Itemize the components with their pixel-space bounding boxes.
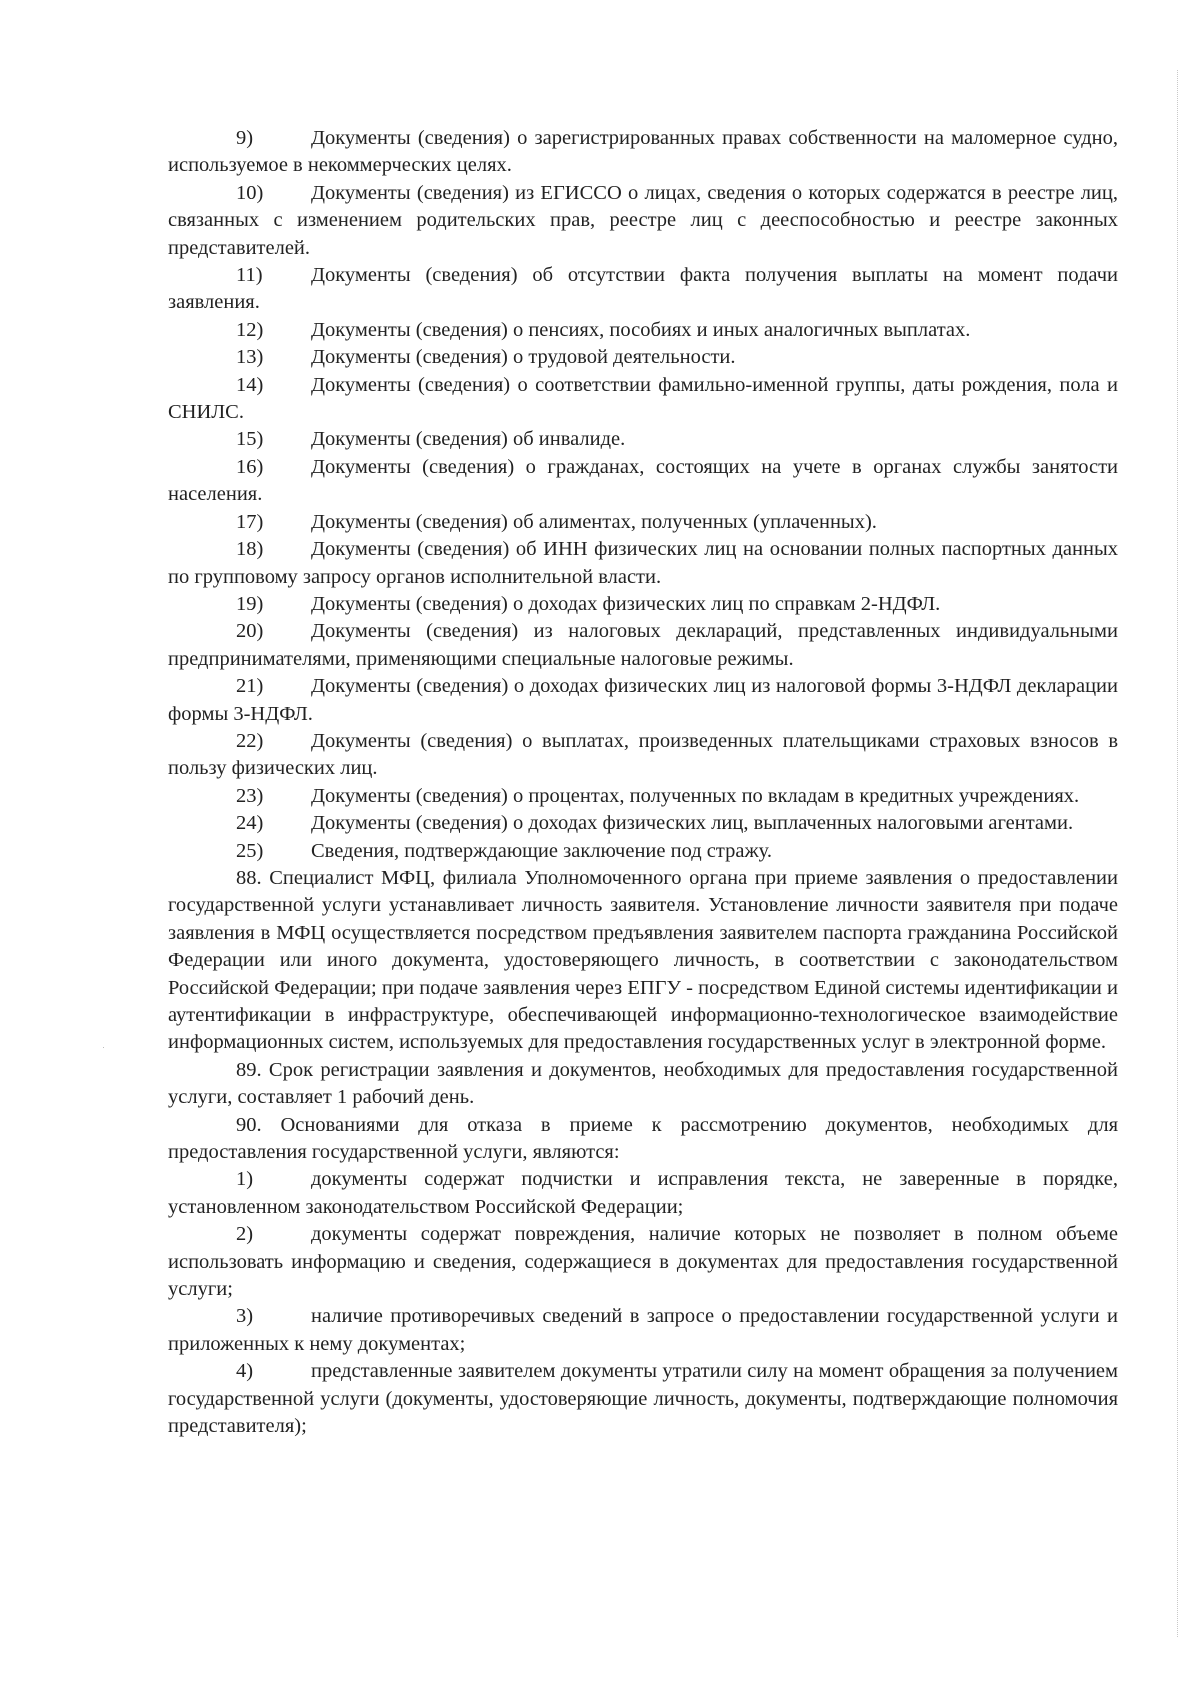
list-item [168, 125, 1118, 180]
item-text: Документы (сведения) из налоговых деклараций, представленных индивидуальными предпринимателями, применяющими специальные налоговые режимы. [168, 620, 1118, 670]
list-item [168, 180, 1118, 262]
list-item [168, 618, 1118, 673]
item-number: 13) [236, 346, 264, 369]
paragraph-90 [168, 1112, 1118, 1167]
item-number: 3) [236, 1305, 254, 1328]
list-item [168, 536, 1118, 591]
document-body [168, 125, 1118, 1441]
item-number: 23) [236, 784, 264, 807]
ground-item [168, 1358, 1118, 1440]
item-number: 16) [236, 455, 264, 478]
item-number: 2) [236, 1223, 254, 1246]
paragraph-text: 90. Основаниями для отказа в приеме к рассмотрению документов, необходимых для предоставления государственной услуги, являются: [168, 1113, 1118, 1164]
list-item [168, 426, 1118, 453]
item-text: Документы (сведения) об ИНН физических лиц на основании полных паспортных данных по групповому запросу органов исполнительной власти. [168, 538, 1118, 588]
item-number: 14) [236, 373, 264, 396]
scan-edge-marks [1177, 70, 1178, 1637]
ground-item [168, 1166, 1118, 1221]
item-number: 18) [236, 538, 264, 561]
list-item [168, 810, 1118, 837]
list-item [168, 372, 1118, 427]
item-text: Документы (сведения) о гражданах, состоящих на учете в органах службы занятости населения. [168, 455, 1118, 506]
item-number: 10) [236, 181, 264, 204]
paragraph-text: 89. Срок регистрации заявления и документов, необходимых для предоставления государственной услуги, составляет 1 рабочий день. [168, 1058, 1118, 1109]
item-text: Документы (сведения) о трудовой деятельности. [311, 346, 736, 369]
list-item [168, 591, 1118, 618]
item-number: 22) [236, 729, 264, 752]
item-number: 15) [236, 428, 264, 451]
item-number: 4) [236, 1360, 254, 1383]
list-item [168, 262, 1118, 317]
item-text: Документы (сведения) о процентах, полученных по вкладам в кредитных учреждениях. [311, 784, 1080, 807]
item-text: представленные заявителем документы утратили силу на момент обращения за получением государственной услуги (документы, удостоверяющие личность, документы, подтверждающие полномочия представителя); [168, 1360, 1118, 1438]
list-item [168, 673, 1118, 728]
item-number: 25) [236, 839, 264, 862]
item-text: Документы (сведения) об инвалиде. [311, 428, 626, 451]
item-text: Документы (сведения) о соответствии фамильно-именной группы, даты рождения, пола и СНИЛС. [168, 373, 1118, 424]
item-text: Сведения, подтверждающие заключение под стражу. [311, 839, 772, 862]
item-text: Документы (сведения) о пенсиях, пособиях и иных аналогичных выплатах. [311, 318, 971, 341]
list-item [168, 317, 1118, 344]
item-number: 21) [236, 675, 264, 698]
item-text: Документы (сведения) о выплатах, произведенных плательщиками страховых взносов в пользу физических лиц. [168, 729, 1118, 780]
ground-item [168, 1303, 1118, 1358]
item-text: Документы (сведения) о доходах физических лиц по справкам 2-НДФЛ. [311, 592, 941, 615]
item-number: 11) [236, 264, 263, 287]
list-item [168, 783, 1118, 810]
item-text: документы содержат подчистки и исправления текста, не заверенные в порядке, установленном законодательством Российской Федерации; [168, 1168, 1118, 1218]
list-item [168, 454, 1118, 509]
item-text: Документы (сведения) об отсутствии факта получения выплаты на момент подачи заявления. [168, 264, 1118, 314]
item-number: 24) [236, 812, 264, 835]
item-number: 1) [236, 1168, 254, 1191]
item-text: документы содержат повреждения, наличие которых не позволяет в полном объеме использовать информацию и сведения, содержащиеся в документах для предоставления государственной услуги; [168, 1223, 1118, 1301]
item-text: Документы (сведения) из ЕГИССО о лицах, сведения о которых содержатся в реестре лиц, связанных с изменением родительских прав, реестре лиц с дееспособностью и реестре законных представителей. [168, 181, 1118, 259]
list-item [168, 509, 1118, 536]
ground-item [168, 1221, 1118, 1303]
item-text: Документы (сведения) об алиментах, полученных (уплаченных). [311, 510, 877, 533]
item-number: 19) [236, 592, 264, 615]
list-item [168, 838, 1118, 865]
paragraph-text: 88. Специалист МФЦ, филиала Уполномоченного органа при приеме заявления о предоставлении государственной услуги устанавливает личность заявителя. Установление личности заявителя при подаче заявления в МФЦ осуществляется посредством предъявления заявителем паспорта гражданина Российской Федерации или иного документа, удостоверяющего личность, в соответствии с законодательством Российской Федерации; при подаче заявления через ЕПГУ - посредством Единой системы идентификации и аутентификации в инфраструктуре, обеспечивающей информационно-технологическое взаимодействие информационных систем, используемых для предоставления государственных услуг в электронной форме. [168, 866, 1118, 1054]
item-text: Документы (сведения) о доходах физических лиц, выплаченных налоговыми агентами. [311, 812, 1074, 835]
item-number: 17) [236, 510, 264, 533]
item-text: наличие противоречивых сведений в запросе о предоставлении государственной услуги и приложенных к нему документах; [168, 1305, 1118, 1355]
item-number: 12) [236, 318, 264, 341]
item-number: 20) [236, 620, 264, 643]
item-text: Документы (сведения) о зарегистрированных правах собственности на маломерное судно, используемое в некоммерческих целях. [168, 127, 1118, 177]
scan-speck [103, 1047, 104, 1048]
list-item [168, 728, 1118, 783]
item-number: 9) [236, 127, 254, 149]
paragraph-88 [168, 865, 1118, 1057]
paragraph-89 [168, 1057, 1118, 1112]
list-item [168, 344, 1118, 371]
item-text: Документы (сведения) о доходах физических лиц из налоговой формы 3-НДФЛ декларации формы 3-НДФЛ. [168, 675, 1118, 725]
